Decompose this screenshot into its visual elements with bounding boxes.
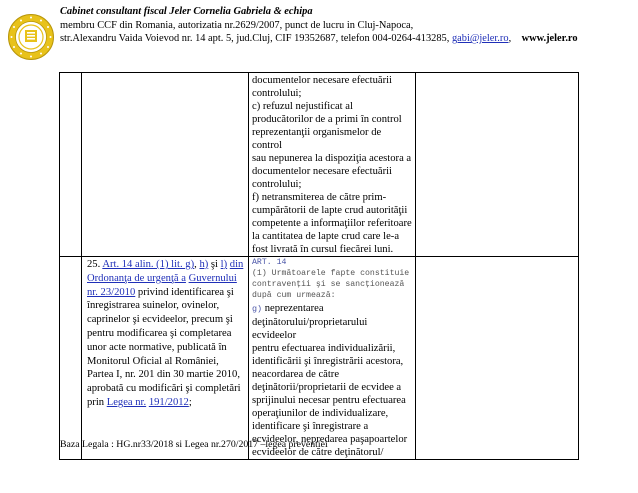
legislation-description: privind identificarea şi înregistrarea suinelor, ovinelor, caprinelor şi ecvideelor, precum şi pentru modificarea şi completarea unor acte normative, publicată în Monitorul Oficial al României, Partea I, nr. 201 din 30 martie 2010, aprobată cu modificări şi completări prin: [87, 286, 241, 408]
text-line: [252, 368, 413, 381]
letter-l-link[interactable]: l): [220, 259, 228, 270]
terminator: ;: [188, 396, 192, 408]
table-cell-empty: [60, 257, 82, 460]
article-paragraph: (1) Următoarele fapte constituie contravenţii şi se sancţionează după cum urmează:: [252, 268, 410, 300]
conjunction: şi: [208, 259, 218, 270]
table-cell-empty: [416, 257, 579, 460]
table-cell-legislation: [82, 257, 249, 460]
text-line-content: pentru efectuarea individualizării,: [252, 342, 396, 354]
table-row: [60, 73, 579, 257]
article-letter-text: [252, 302, 413, 459]
text-line: c) refuzul nejustificat al: [252, 101, 353, 112]
text-line-content: neprezentarea: [264, 302, 324, 314]
text-line-content: deţinătorului/proprietarului ecvideelor: [252, 316, 368, 341]
text-line-content: deţinătorii/proprietarii de ecvidee a: [252, 381, 402, 393]
article-content: [249, 257, 415, 459]
item-number: 25.: [87, 259, 101, 270]
address-text: str.Alexandru Vaida Voievod nr. 14 apt. 5, jud.Cluj, CIF 19352687, telefon 004-0264-413285,: [60, 33, 450, 45]
text-line-content: neacordarea de către: [252, 368, 340, 380]
letterhead: [60, 5, 578, 46]
table-cell-text: [249, 73, 416, 257]
separator: ,: [194, 259, 197, 270]
text-line: fost livrată în cursul fiecărei luni.: [252, 244, 394, 255]
text-line: competente a informaţiilor referitoare: [252, 218, 412, 229]
text-line: la cantitatea de lapte crud care le-a: [252, 231, 400, 242]
text-line: [252, 407, 413, 420]
table-row: [60, 257, 579, 460]
row1-text: [249, 73, 415, 256]
text-line: controlului;: [252, 179, 302, 190]
text-line: controlului;: [252, 88, 302, 99]
text-line-content: identificării şi înregistrării acestora,: [252, 355, 404, 367]
legal-table: [59, 72, 579, 460]
text-line-content: operaţiunilor de individualizare,: [252, 407, 389, 419]
text-line: [252, 394, 413, 407]
legal-basis-footer: Baza Legala : HG.nr33/2018 si Legea nr.270/2017 –legea preventiei: [60, 439, 328, 450]
text-line: [252, 355, 413, 368]
letter-h-link[interactable]: h): [199, 259, 209, 270]
text-line-content: identificare şi înregistrare a: [252, 420, 369, 432]
legislation-reference: [82, 257, 248, 410]
website-text: www.jeler.ro: [521, 33, 578, 45]
law-number-link[interactable]: 191/2012: [148, 396, 189, 408]
article-label: ART. 14: [252, 258, 287, 267]
text-line: [252, 381, 413, 394]
law-link[interactable]: Legea nr.: [106, 396, 147, 408]
text-line: f) netransmiterea de către prim-: [252, 192, 387, 203]
text-line: producătorilor de a primi în control: [252, 114, 402, 125]
text-line: documentelor necesare efectuării: [252, 75, 392, 86]
ordinance-number-link[interactable]: Guvernului nr. 23/2010: [87, 272, 237, 298]
table-cell-empty: [82, 73, 249, 257]
text-line: [252, 420, 413, 433]
text-line-content: ecvideelor de către deţinătorul/: [252, 446, 384, 458]
firm-title: Cabinet consultant fiscal Jeler Cornelia Gabriela & echipa: [60, 6, 313, 17]
firm-address: str.Alexandru Vaida Voievod nr. 14 apt. 5, jud.Cluj, CIF 19352687, telefon 004-0264-413285, gabi@jeler.ro, www.jeler.ro: [60, 33, 578, 45]
firm-membership: membru CCF din Romania, autorizatia nr.2629/2007, punct de lucru in Cluj-Napoca,: [60, 19, 414, 31]
article-link[interactable]: Art. 14 alin. (1) lit. g): [102, 259, 195, 270]
table-cell-empty: [416, 73, 579, 257]
text-line: reprezentanţii organismelor de control: [252, 127, 382, 151]
text-line-content: sprijinului necesar pentru efectuarea: [252, 394, 406, 406]
seal-logo: [8, 14, 54, 60]
text-line-content: ecvideelor, nepredarea paşapoartelor: [252, 433, 408, 445]
table-cell-empty: [60, 73, 82, 257]
text-line: documentelor necesare efectuării: [252, 166, 392, 177]
letter-label: g): [252, 303, 263, 314]
text-line: sau nepunerea la dispoziţia acestora a: [252, 153, 412, 164]
table-cell-article: [249, 257, 416, 460]
text-line: [252, 342, 413, 355]
text-line: cumpărătorii de lapte crud autorităţii: [252, 205, 408, 216]
email-link[interactable]: gabi@jeler.ro: [451, 33, 509, 45]
ordinance-link[interactable]: din Ordonanţa de urgenţă a: [87, 259, 244, 284]
text-line: [252, 302, 413, 316]
text-line: [252, 316, 413, 342]
